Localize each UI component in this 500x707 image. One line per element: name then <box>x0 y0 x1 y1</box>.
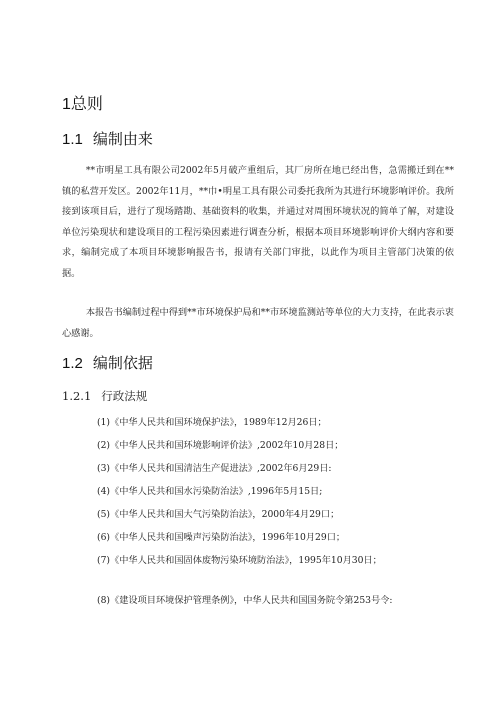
law-list-item: (3)《中华人民共和国清洁生产促进法》,2002年6月29日: <box>97 463 332 474</box>
chapter-title: 1总则 <box>62 96 103 113</box>
law-list-item: (7)《中华人民共和国固体废物污染环境防治法》，1995年10月30日； <box>97 555 382 566</box>
section-heading-1-2 <box>62 352 153 373</box>
section-number: 1.2 <box>62 355 83 372</box>
law-list-item: (1)《中华人民共和国环境保护法》，1989年12月26日； <box>97 417 327 428</box>
subsection-heading-1-2-1 <box>62 388 147 404</box>
subsection-title: 行政法规 <box>101 389 148 403</box>
law-list-item: (6)《中华人民共和国噪声污染防治法》，1996年10月29口； <box>97 532 346 543</box>
section-number: 1.1 <box>62 131 83 148</box>
body-paragraph: 本报告书编制过程中得到**市环境保护局和**市环境监测站等单位的大力支持，在此表示衷心感谢。 <box>62 307 454 339</box>
section-heading-1-1 <box>62 128 153 149</box>
section-title: 编制依据 <box>92 355 153 372</box>
body-paragraph: **市明星工具有限公司2002年5月破产重组后，其厂房所在地已经出售，急需搬迁到在**镇的私营开发区。2002年11月，**巾•明星工具有限公司委托我所为其进行环境影响评价。我所接到该项目后，进行了现场踏勘、基础资料的收集，并通过对周围环境状况的简单了解，对建设单位污染现状和建设项目的工程污染因素进行调查分析，根据本项目环境影响评价大纲内容和要求，编制完成了本项目环境影响报告书，报请有关部门审批，以此作为项目主管部门决策的依据。 <box>62 165 454 279</box>
law-list-item: (8)《建设项目环境保护管理条例》，中华人民共和国国务院令第253号令: <box>97 595 393 606</box>
subsection-number: 1.2.1 <box>62 389 92 403</box>
section-title: 编制由来 <box>92 131 153 148</box>
law-list-item: (2)《中华人民共和国环境影响评价法》,2002年10月28日； <box>97 440 344 451</box>
law-list-item: (5)《中华人民共和国大气污染防治法》，2000年4月29口； <box>97 509 340 520</box>
law-list-item: (4)《中华人民共和国水污染防治法》,1996年5月15日; <box>97 486 323 497</box>
